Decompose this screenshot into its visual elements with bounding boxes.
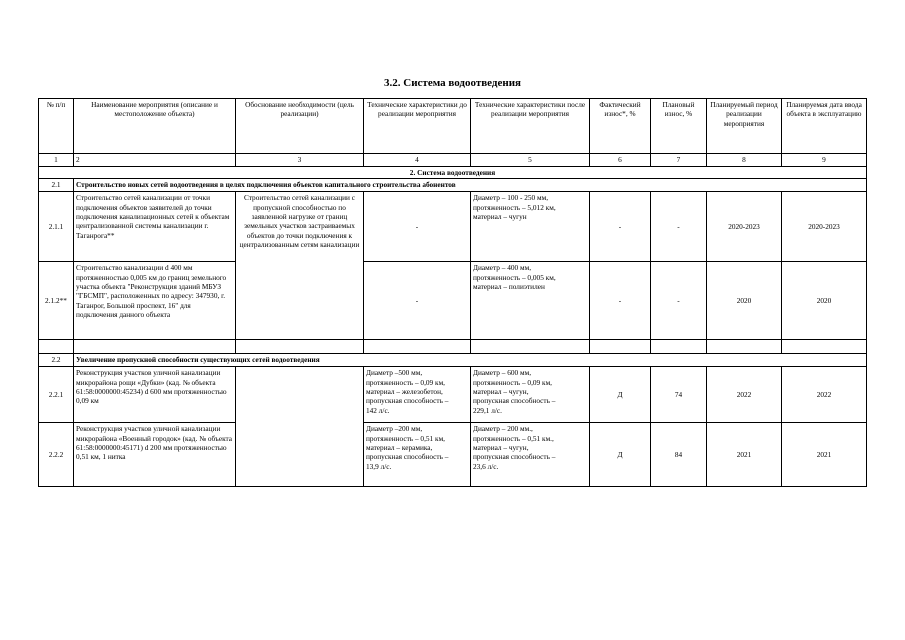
- row-date: 2020: [782, 262, 867, 340]
- row-planned-wear: 74: [651, 367, 707, 423]
- section-row: [39, 167, 867, 179]
- row-planned-wear: -: [651, 192, 707, 262]
- row-tech-before: Диаметр –200 мм, протяженность – 0,51 км, материал – керамика, пропускная способность – 13,9 л/с.: [364, 423, 471, 487]
- group-title: Строительство новых сетей водоотведения в целях подключения объектов капитального строительства абонентов: [74, 179, 867, 192]
- spacer-cell: [471, 340, 590, 354]
- row-tech-before: -: [364, 262, 471, 340]
- spacer-cell: [364, 340, 471, 354]
- spacer-cell: [236, 340, 364, 354]
- table-row: [39, 423, 867, 487]
- header-period: Планируемый период реализации мероприятия: [707, 99, 782, 154]
- row-actual-wear: -: [590, 192, 651, 262]
- row-name: Реконструкция участков уличной канализации микрорайона «Военный городок» (кад. № объекта 61:58:0000000:45171) d 200 мм протяженностью 0,51 км, 1 нитка: [74, 423, 236, 487]
- table-row: [39, 192, 867, 262]
- header-actual-wear: Фактический износ*, %: [590, 99, 651, 154]
- spacer-cell: [39, 340, 74, 354]
- header-reason: Обоснование необходимости (цель реализации): [236, 99, 364, 154]
- column-number-row: [39, 154, 867, 167]
- spacer-cell: [707, 340, 782, 354]
- col-number: 4: [364, 154, 471, 167]
- group-num: 2.2: [39, 354, 74, 367]
- row-period: 2020: [707, 262, 782, 340]
- row-tech-after: Диаметр – 200 мм., протяженность – 0,51 км., материал – чугун, пропускная способность – 23,6 л/с.: [471, 423, 590, 487]
- header-tech-after: Технические характеристики после реализации мероприятия: [471, 99, 590, 154]
- row-name: Строительство сетей канализации от точки подключения объектов заявителей до точки подключения канализационных сетей к объектам централизованной системы канализации г. Таганрога**: [74, 192, 236, 262]
- group-title: Увеличение пропускной способности существующих сетей водоотведения: [74, 354, 867, 367]
- col-number: 3: [236, 154, 364, 167]
- col-number: 2: [74, 154, 236, 167]
- col-number: 5: [471, 154, 590, 167]
- row-period: 2021: [707, 423, 782, 487]
- row-actual-wear: -: [590, 262, 651, 340]
- row-date: 2020-2023: [782, 192, 867, 262]
- row-tech-before: -: [364, 192, 471, 262]
- row-num: 2.1.1: [39, 192, 74, 262]
- table-row: [39, 262, 867, 340]
- header-num: № п/п: [39, 99, 74, 154]
- row-tech-after: Диаметр – 400 мм, протяженность – 0,005 км, материал – полиэтилен: [471, 262, 590, 340]
- spacer-row: [39, 340, 867, 354]
- row-name: Строительство канализации d 400 мм протяженностью 0,005 км до границ земельного участка объекта "Реконструкция зданий МБУЗ "ГБСМП", расположенных по адресу: 347930, г. Таганрог, Большой проспект, 16" для подключения данного объекта: [74, 262, 236, 340]
- group-row: [39, 354, 867, 367]
- header-tech-before: Технические характеристики до реализации мероприятия: [364, 99, 471, 154]
- document-title: 3.2. Система водоотведения: [384, 77, 521, 89]
- row-tech-after: Диаметр – 600 мм, протяженность – 0,09 км, материал – чугун, пропускная способность – 229,1 л/с.: [471, 367, 590, 423]
- header-date: Планируемая дата ввода объекта в эксплуатацию: [782, 99, 867, 154]
- row-reason: Строительство сетей канализации с пропускной способностью по заявленной нагрузке от границ земельных участков застраиваемых объектов до точки подключения к централизованным сетям канализации: [236, 192, 364, 340]
- spacer-cell: [590, 340, 651, 354]
- spacer-cell: [651, 340, 707, 354]
- header-planned-wear: Плановый износ, %: [651, 99, 707, 154]
- col-number: 6: [590, 154, 651, 167]
- header-name: Наименование мероприятия (описание и местоположение объекта): [74, 99, 236, 154]
- row-tech-before: Диаметр –500 мм, протяженность – 0,09 км, материал – железобетон, пропускная способность – 142 л/с.: [364, 367, 471, 423]
- col-number: 7: [651, 154, 707, 167]
- row-period: 2022: [707, 367, 782, 423]
- col-number: 9: [782, 154, 867, 167]
- row-period: 2020-2023: [707, 192, 782, 262]
- row-name: Реконструкция участков уличной канализации микрорайона рощи «Дубки» (кад. № объекта 61:58:0000000:45234) d 600 мм протяженностью 0,09 км: [74, 367, 236, 423]
- spacer-cell: [74, 340, 236, 354]
- row-planned-wear: 84: [651, 423, 707, 487]
- spacer-cell: [782, 340, 867, 354]
- row-date: 2022: [782, 367, 867, 423]
- group-num: 2.1: [39, 179, 74, 192]
- col-number: 1: [39, 154, 74, 167]
- measures-table: [38, 98, 867, 487]
- row-planned-wear: -: [651, 262, 707, 340]
- row-num: 2.2.1: [39, 367, 74, 423]
- header-row: [39, 99, 867, 154]
- row-tech-after: Диаметр – 100 - 250 мм, протяженность – 5,012 км, материал – чугун: [471, 192, 590, 262]
- section-title: 2. Система водоотведения: [39, 167, 867, 179]
- table-row: [39, 367, 867, 423]
- row-actual-wear: Д: [590, 367, 651, 423]
- row-actual-wear: Д: [590, 423, 651, 487]
- row-num: 2.2.2: [39, 423, 74, 487]
- row-date: 2021: [782, 423, 867, 487]
- row-reason: [236, 367, 364, 487]
- row-num: 2.1.2**: [39, 262, 74, 340]
- group-row: [39, 179, 867, 192]
- col-number: 8: [707, 154, 782, 167]
